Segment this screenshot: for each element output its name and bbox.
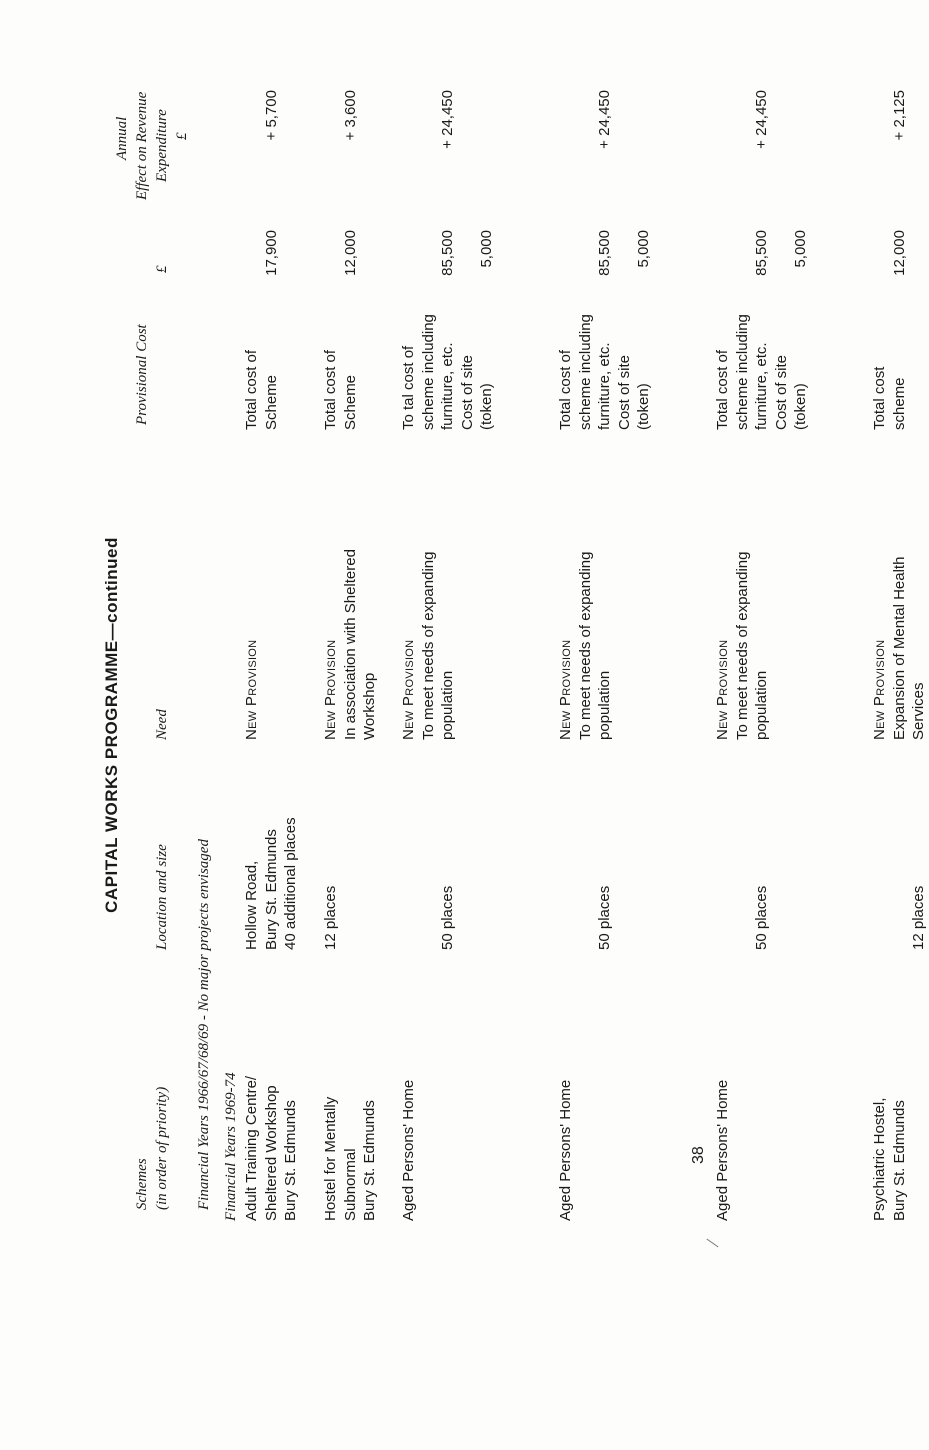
- scheme-line: Bury St. Edmunds: [890, 1100, 908, 1221]
- cost-description: scheme including: [733, 314, 751, 430]
- cost-description: Total cost of: [557, 349, 574, 430]
- need-text-line: Expansion of Mental Health: [890, 556, 908, 740]
- cost-cell: [870, 230, 909, 430]
- scheme-cell: [321, 1097, 380, 1221]
- location-cell: [321, 886, 341, 950]
- cost-description: scheme including: [419, 314, 437, 430]
- location-line: Hollow Road,: [243, 860, 260, 950]
- cost-cell: [399, 230, 497, 430]
- cost-amount: 12,000: [341, 230, 359, 276]
- cost-line: [870, 230, 890, 430]
- header-need: Need: [154, 709, 170, 740]
- location-cell: [438, 886, 458, 950]
- header-effect: Annual Effect on Revenue Expenditure £: [114, 91, 190, 200]
- cost-description: furniture, etc.: [439, 342, 457, 430]
- need-cell: [399, 552, 458, 740]
- cost-description: Scheme: [262, 374, 280, 430]
- cost-line: [733, 230, 753, 430]
- cost-line: [262, 230, 282, 430]
- header-schemes-line2: (in order of priority): [154, 1086, 170, 1210]
- scheme-line: Adult Training Centre/: [243, 1075, 260, 1221]
- header-location: Location and size: [154, 844, 170, 950]
- scheme-line: Aged Persons' Home: [557, 1079, 574, 1221]
- need-text-line: Services: [910, 682, 928, 740]
- location-line: 12 places: [322, 885, 339, 950]
- cost-description: Cost of site: [458, 354, 476, 430]
- need-cell: [321, 549, 380, 740]
- cost-line: [242, 230, 262, 430]
- cost-description: scheme: [890, 377, 908, 430]
- cost-description: Cost of site: [772, 354, 790, 430]
- cost-cell: [556, 230, 654, 430]
- location-cell: [595, 886, 615, 950]
- need-text-line: In association with Sheltered: [341, 549, 359, 740]
- cost-amount: 5,000: [478, 230, 496, 268]
- scheme-line: Hostel for Mentally: [322, 1096, 339, 1221]
- cost-line: [595, 230, 615, 430]
- header-schemes: [132, 1087, 172, 1210]
- cost-description: furniture, etc.: [596, 342, 614, 430]
- need-label: New Provision: [243, 639, 260, 740]
- cost-description: Total cost: [871, 366, 888, 430]
- effect-cell: + 24,450: [596, 90, 614, 149]
- effect-cell: + 5,700: [262, 90, 280, 141]
- need-text-line: Workshop: [361, 672, 379, 740]
- scheme-line: Bury St. Edmunds: [282, 1100, 300, 1221]
- cost-cell: [713, 230, 811, 430]
- scheme-cell: [242, 1076, 301, 1221]
- location-line: 50 places: [439, 885, 457, 950]
- need-label: New Provision: [322, 639, 339, 740]
- cost-line: [321, 230, 341, 430]
- cost-line: [713, 230, 733, 430]
- cost-line: [752, 230, 772, 430]
- cost-amount: 5,000: [792, 230, 810, 268]
- scheme-cell: [556, 1080, 576, 1221]
- cost-amount: 12,000: [890, 230, 908, 276]
- cost-description: (token): [478, 383, 496, 430]
- cost-line: [399, 230, 419, 430]
- need-cell: [242, 640, 262, 740]
- location-cell: [909, 886, 929, 950]
- scheme-line: Sheltered Workshop: [262, 1085, 280, 1221]
- need-label: New Provision: [871, 639, 888, 740]
- cost-description: Total cost of: [243, 349, 260, 430]
- location-cell: [752, 886, 772, 950]
- scheme-line: Psychiatric Hostel,: [871, 1097, 888, 1221]
- header-schemes-line1: Schemes: [134, 1158, 150, 1210]
- cost-description: To tal cost of: [400, 345, 417, 430]
- scheme-line: Bury St. Edmunds: [361, 1100, 379, 1221]
- cost-amount: 85,500: [439, 230, 457, 276]
- need-label: New Provision: [400, 639, 417, 740]
- location-line: 12 places: [910, 885, 928, 950]
- cost-amount: 17,900: [262, 230, 280, 276]
- cost-line: [634, 230, 654, 430]
- cost-line: [438, 230, 458, 430]
- pencil-mark: [706, 1239, 718, 1248]
- header-cost: Provisional Cost £: [134, 265, 170, 425]
- cost-line: [576, 230, 596, 430]
- page-number: 38: [690, 1146, 707, 1164]
- need-text-line: To meet needs of expanding: [733, 551, 751, 740]
- cost-description: scheme including: [576, 314, 594, 430]
- cost-line: [419, 230, 439, 430]
- subtitle: Financial Years 1966/67/68/69 - No major projects envisaged: [196, 839, 212, 1210]
- need-cell: [870, 557, 929, 740]
- cost-description: (token): [635, 383, 653, 430]
- need-text-line: To meet needs of expanding: [419, 551, 437, 740]
- cost-description: Scheme: [341, 374, 359, 430]
- need-cell: [713, 552, 772, 740]
- cost-amount: 85,500: [596, 230, 614, 276]
- need-cell: [556, 552, 615, 740]
- cost-cell: [321, 230, 360, 430]
- scheme-cell: [713, 1080, 733, 1221]
- cost-line: [458, 230, 478, 430]
- need-text-line: population: [596, 670, 614, 740]
- need-label: New Provision: [557, 639, 574, 740]
- location-line: 50 places: [753, 885, 771, 950]
- need-text-line: population: [439, 670, 457, 740]
- effect-cell: + 24,450: [439, 90, 457, 149]
- cost-line: [341, 230, 361, 430]
- cost-line: [772, 230, 792, 430]
- cost-amount: 5,000: [635, 230, 653, 268]
- page-title: CAPITAL WORKS PROGRAMME—continued: [102, 537, 121, 913]
- cost-line: [890, 230, 910, 430]
- cost-line: [615, 230, 635, 430]
- effect-cell: + 3,600: [341, 90, 359, 141]
- cost-description: Total cost of: [714, 349, 731, 430]
- cost-line: [791, 230, 811, 430]
- need-text-line: population: [753, 670, 771, 740]
- scheme-line: Aged Persons' Home: [714, 1079, 731, 1221]
- need-text-line: To meet needs of expanding: [576, 551, 594, 740]
- scheme-cell: [399, 1080, 419, 1221]
- scheme-line: Subnormal: [341, 1148, 359, 1221]
- location-line: 50 places: [596, 885, 614, 950]
- scheme-line: Aged Persons' Home: [400, 1079, 417, 1221]
- cost-amount: 85,500: [753, 230, 771, 276]
- location-line: Bury St. Edmunds: [262, 829, 280, 950]
- location-line: 40 additional places: [282, 817, 300, 950]
- location-cell: [242, 817, 301, 950]
- header-cost-unit: £: [154, 265, 170, 273]
- section-title: Financial Years 1969-74: [223, 1072, 239, 1221]
- effect-cell: + 2,125: [890, 90, 908, 141]
- header-effect-unit: £: [174, 132, 190, 140]
- cost-description: furniture, etc.: [753, 342, 771, 430]
- need-label: New Provision: [714, 639, 731, 740]
- cost-description: Total cost of: [322, 349, 339, 430]
- scheme-cell: [870, 1098, 909, 1221]
- cost-description: (token): [792, 383, 810, 430]
- cost-line: [556, 230, 576, 430]
- cost-line: [477, 230, 497, 430]
- cost-description: Cost of site: [615, 354, 633, 430]
- cost-cell: [242, 230, 281, 430]
- effect-cell: + 24,450: [753, 90, 771, 149]
